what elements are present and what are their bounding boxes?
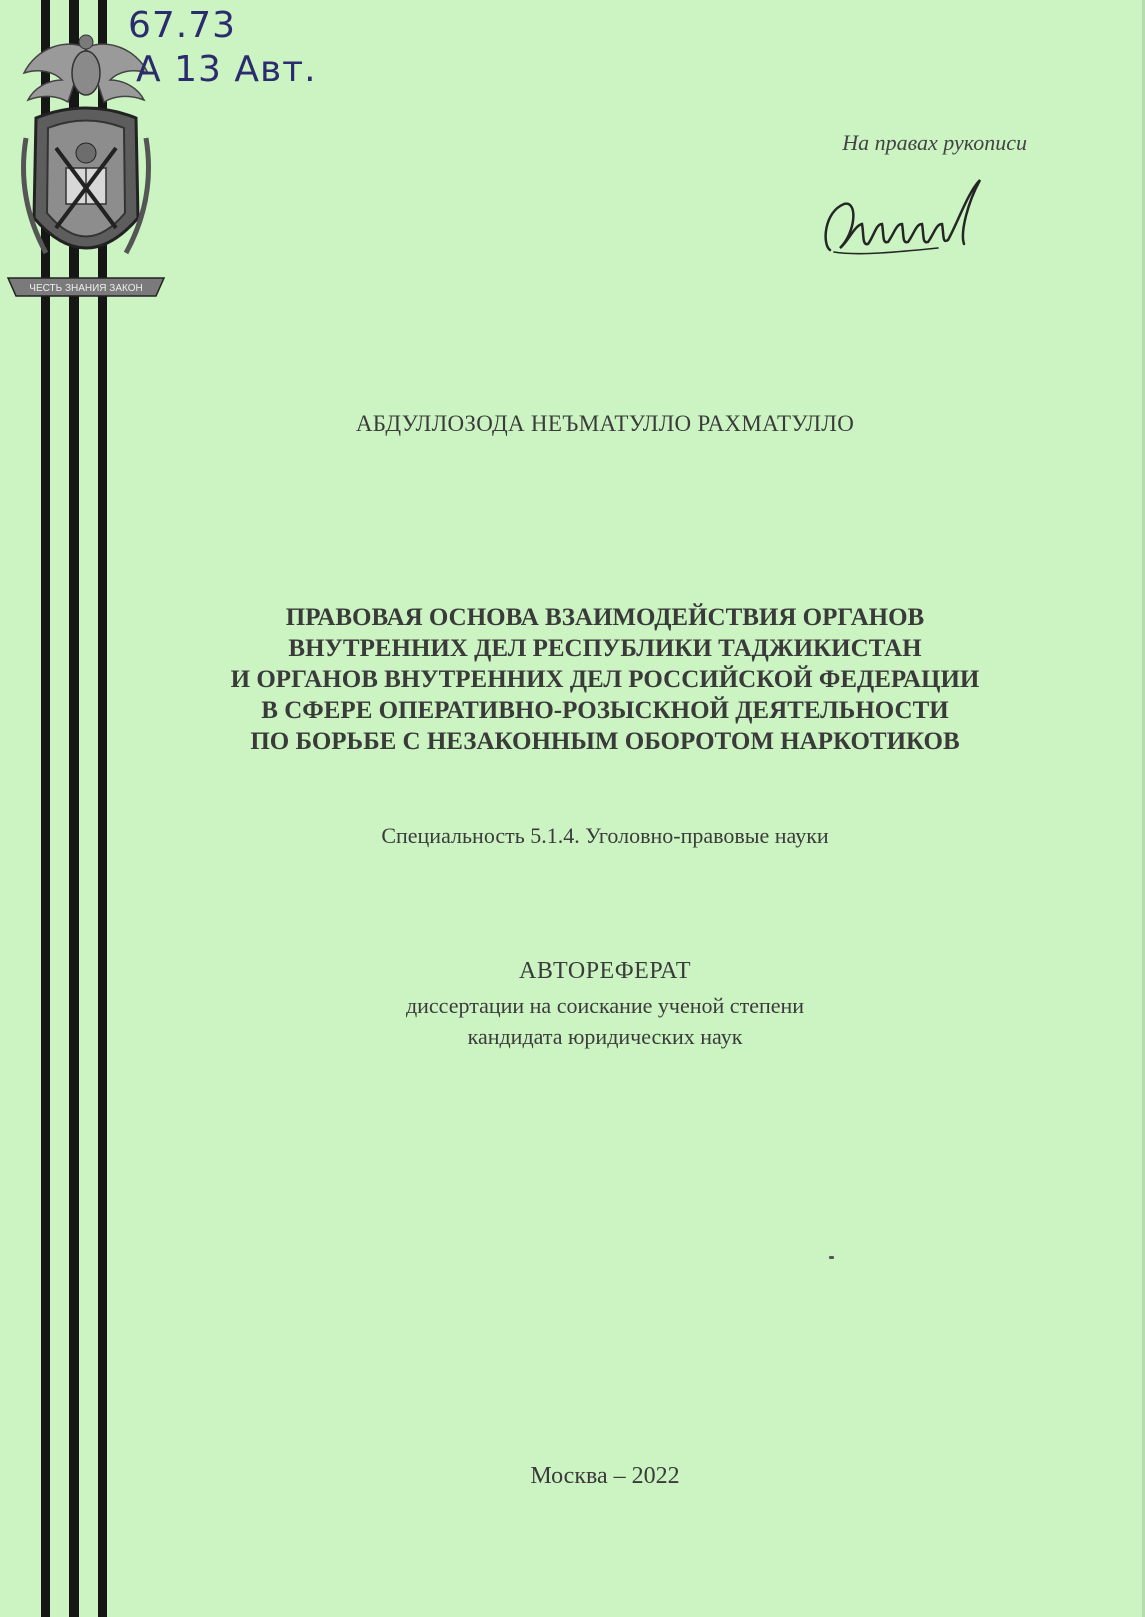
handwritten-shelfmark	[128, 4, 317, 92]
title-line: ПРАВОВАЯ ОСНОВА ВЗАИМОДЕЙСТВИЯ ОРГАНОВ	[285, 604, 925, 631]
document-title	[100, 602, 1110, 757]
title-line: ВНУТРЕННИХ ДЕЛ РЕСПУБЛИКИ ТАДЖИКИСТАН	[288, 635, 922, 662]
title-line: ПО БОРЬБЕ С НЕЗАКОННЫМ ОБОРОТОМ НАРКОТИКОВ	[250, 728, 960, 755]
shelfmark-line-1: 67.73	[128, 5, 237, 46]
paper-speck	[829, 1256, 834, 1259]
abstract-subtitle	[100, 990, 1110, 1052]
abstract-heading: АВТОРЕФЕРАТ	[519, 958, 691, 984]
rights-notice: На правах рукописи	[842, 130, 1027, 155]
abstract-subtitle-line: кандидата юридических наук	[467, 1024, 743, 1049]
title-line: В СФЕРЕ ОПЕРАТИВНО-РОЗЫСКНОЙ ДЕЯТЕЛЬНОСТИ	[261, 697, 949, 724]
abstract-subtitle-line: диссертации на соискание ученой степени	[405, 993, 805, 1018]
imprint-place-year: Москва – 2022	[530, 1463, 680, 1489]
author-name: АБДУЛЛОЗОДА НЕЪМАТУЛЛО РАХМАТУЛЛО	[355, 411, 855, 436]
title-line: И ОРГАНОВ ВНУТРЕННИХ ДЕЛ РОССИЙСКОЙ ФЕДЕРАЦИИ	[230, 666, 980, 693]
emblem-motto: ЧЕСТЬ ЗНАНИЯ ЗАКОН	[29, 283, 143, 294]
shelfmark-line-2: А 13 Авт.	[136, 49, 317, 90]
signature-icon	[818, 172, 1018, 272]
specialty-line: Специальность 5.1.4. Уголовно-правовые науки	[381, 823, 829, 848]
